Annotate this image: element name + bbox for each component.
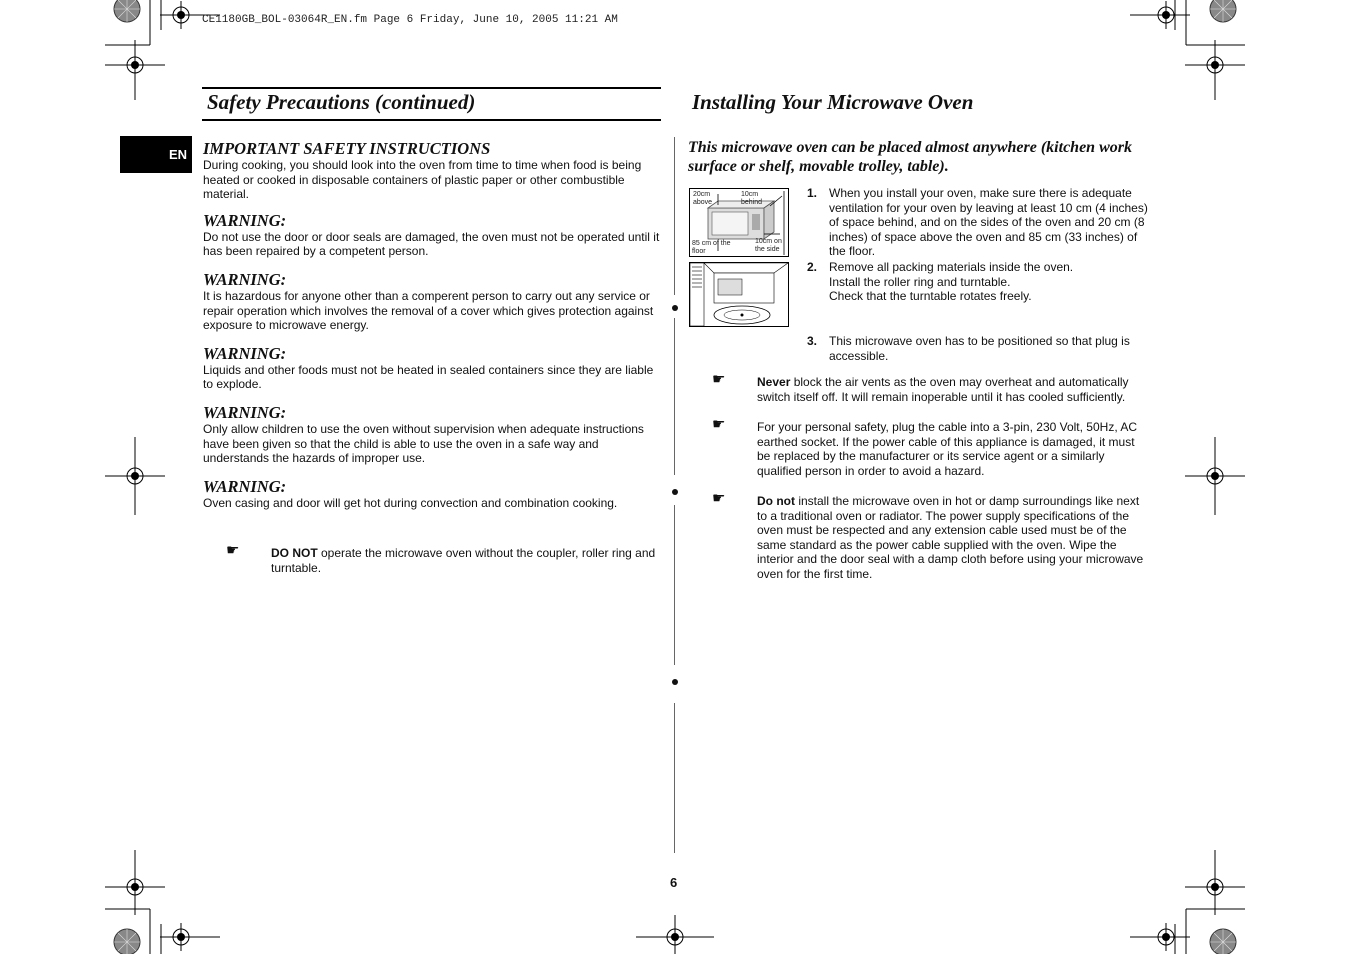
section-heading: WARNING: xyxy=(203,476,287,496)
left-content xyxy=(203,139,661,510)
section-warning-1 xyxy=(203,211,661,259)
step-line: Check that the turntable rotates freely. xyxy=(829,289,1032,304)
step-3 xyxy=(806,334,1148,363)
section-warning-4 xyxy=(203,403,661,466)
divider-dot xyxy=(672,305,678,311)
section-warning-2 xyxy=(203,270,661,333)
file-header: CE1180GB_BOL-03064R_EN.fm Page 6 Friday, June 10, 2005 11:21 AM xyxy=(202,14,618,26)
section-text: During cooking, you should look into the oven from time to time when food is being heated or cooked in disposable containers of plastic paper or other combustible material. xyxy=(203,158,642,202)
step-text: When you install your oven, make sure there is adequate ventilation for your oven by leaving at least 10 cm (4 inches) of space behind, and on the sides of the oven and 20 cm (8 inches) of space above the oven and 85 cm (33 inches) of the floor. xyxy=(829,186,1148,259)
pointing-hand-icon: ☛ xyxy=(712,371,726,388)
step-2 xyxy=(806,260,1148,304)
note-text: install the microwave oven in hot or damp surroundings like next to a traditional oven or radiator. The power supply specifications of the oven must be respected and any extension cable used must be of the same standard as the power cable supplied with the oven. Wipe the interior and the door seal with a damp cloth before using your microwave oven for the first time. xyxy=(757,494,1144,581)
section-important xyxy=(203,139,661,202)
clearance-side-label: 10cm on the side xyxy=(755,238,782,253)
clearance-figure xyxy=(689,188,789,257)
note-emphasis: Never xyxy=(757,375,791,389)
column-divider xyxy=(674,703,675,853)
clearance-floor-label: 85 cm of the floor xyxy=(692,240,731,255)
step-number: 1. xyxy=(807,186,818,200)
note-text: operate the microwave oven without the coupler, roller ring and turntable. xyxy=(271,546,656,575)
step-number: 2. xyxy=(807,259,818,274)
step-text: This microwave oven has to be positioned so that plug is accessible. xyxy=(829,334,1130,363)
note-emphasis: DO NOT xyxy=(271,546,318,560)
pointing-hand-icon: ☛ xyxy=(226,542,240,559)
left-note xyxy=(271,546,663,575)
section-heading: WARNING: xyxy=(203,402,287,422)
install-steps xyxy=(806,186,1148,304)
section-text: Liquids and other foods must not be heated in sealed containers since they are liable to explode. xyxy=(203,362,654,392)
section-text: Only allow children to use the oven without supervision when adequate instructions have been given so that the child is able to use the oven in a safe way and understands the hazards of improper use. xyxy=(203,421,644,466)
section-text: Do not use the door or door seals are damaged, the oven must not be operated until it has been repaired by a competent person. xyxy=(203,229,660,259)
section-warning-3 xyxy=(203,344,661,392)
divider-dot xyxy=(672,489,678,495)
install-intro: This microwave oven can be placed almost anywhere (kitchen work surface or shelf, movable trolley, table). xyxy=(688,139,1132,175)
note-text: block the air vents as the oven may overheat and automatically switch itself off. It will remain inoperable until it has cooled sufficiently. xyxy=(757,375,1129,404)
right-page-title: Installing Your Microwave Oven xyxy=(692,90,974,114)
section-heading: IMPORTANT SAFETY INSTRUCTIONS xyxy=(203,139,491,158)
right-note-2 xyxy=(757,420,1149,478)
step-line: Remove all packing materials inside the oven. xyxy=(829,259,1074,274)
section-warning-5 xyxy=(203,477,661,511)
section-heading: WARNING: xyxy=(203,269,287,289)
left-title-rule-top xyxy=(202,87,661,89)
left-page-title: Safety Precautions (continued) xyxy=(207,90,476,114)
pointing-hand-icon: ☛ xyxy=(712,416,726,433)
step-line: Install the roller ring and turntable. xyxy=(829,274,1011,289)
divider-dot xyxy=(672,679,678,685)
step-1 xyxy=(806,186,1148,259)
section-heading: WARNING: xyxy=(203,210,287,230)
pointing-hand-icon: ☛ xyxy=(712,490,726,507)
left-title-rule-bottom xyxy=(202,119,661,121)
language-tab: EN xyxy=(120,136,192,173)
column-divider xyxy=(674,137,675,295)
turntable-figure xyxy=(689,262,789,327)
turntable-icon xyxy=(690,263,788,326)
page-number: 6 xyxy=(670,875,678,890)
right-note-3 xyxy=(757,494,1149,582)
right-note-1 xyxy=(757,375,1149,404)
step-number: 3. xyxy=(807,334,818,348)
note-text: For your personal safety, plug the cable into a 3-pin, 230 Volt, 50Hz, AC earthed socket. If the power cable of this appliance is damaged, it must be replaced by the manufacturer or its service agent or a similarly qualified person in order to avoid a hazard. xyxy=(757,420,1137,478)
section-text: Oven casing and door will get hot during convection and combination cooking. xyxy=(203,495,618,510)
section-heading: WARNING: xyxy=(203,343,287,363)
clearance-above-label: 20cm above xyxy=(693,191,713,206)
clearance-behind-label: 10cm behind xyxy=(741,191,763,206)
column-divider xyxy=(674,505,675,665)
column-divider xyxy=(674,318,675,475)
note-emphasis: Do not xyxy=(757,494,795,508)
section-text: It is hazardous for anyone other than a comperent person to carry out any service or repair operation which involves the removal of a cover which gives protection against exposure to microwave energy. xyxy=(203,288,654,333)
